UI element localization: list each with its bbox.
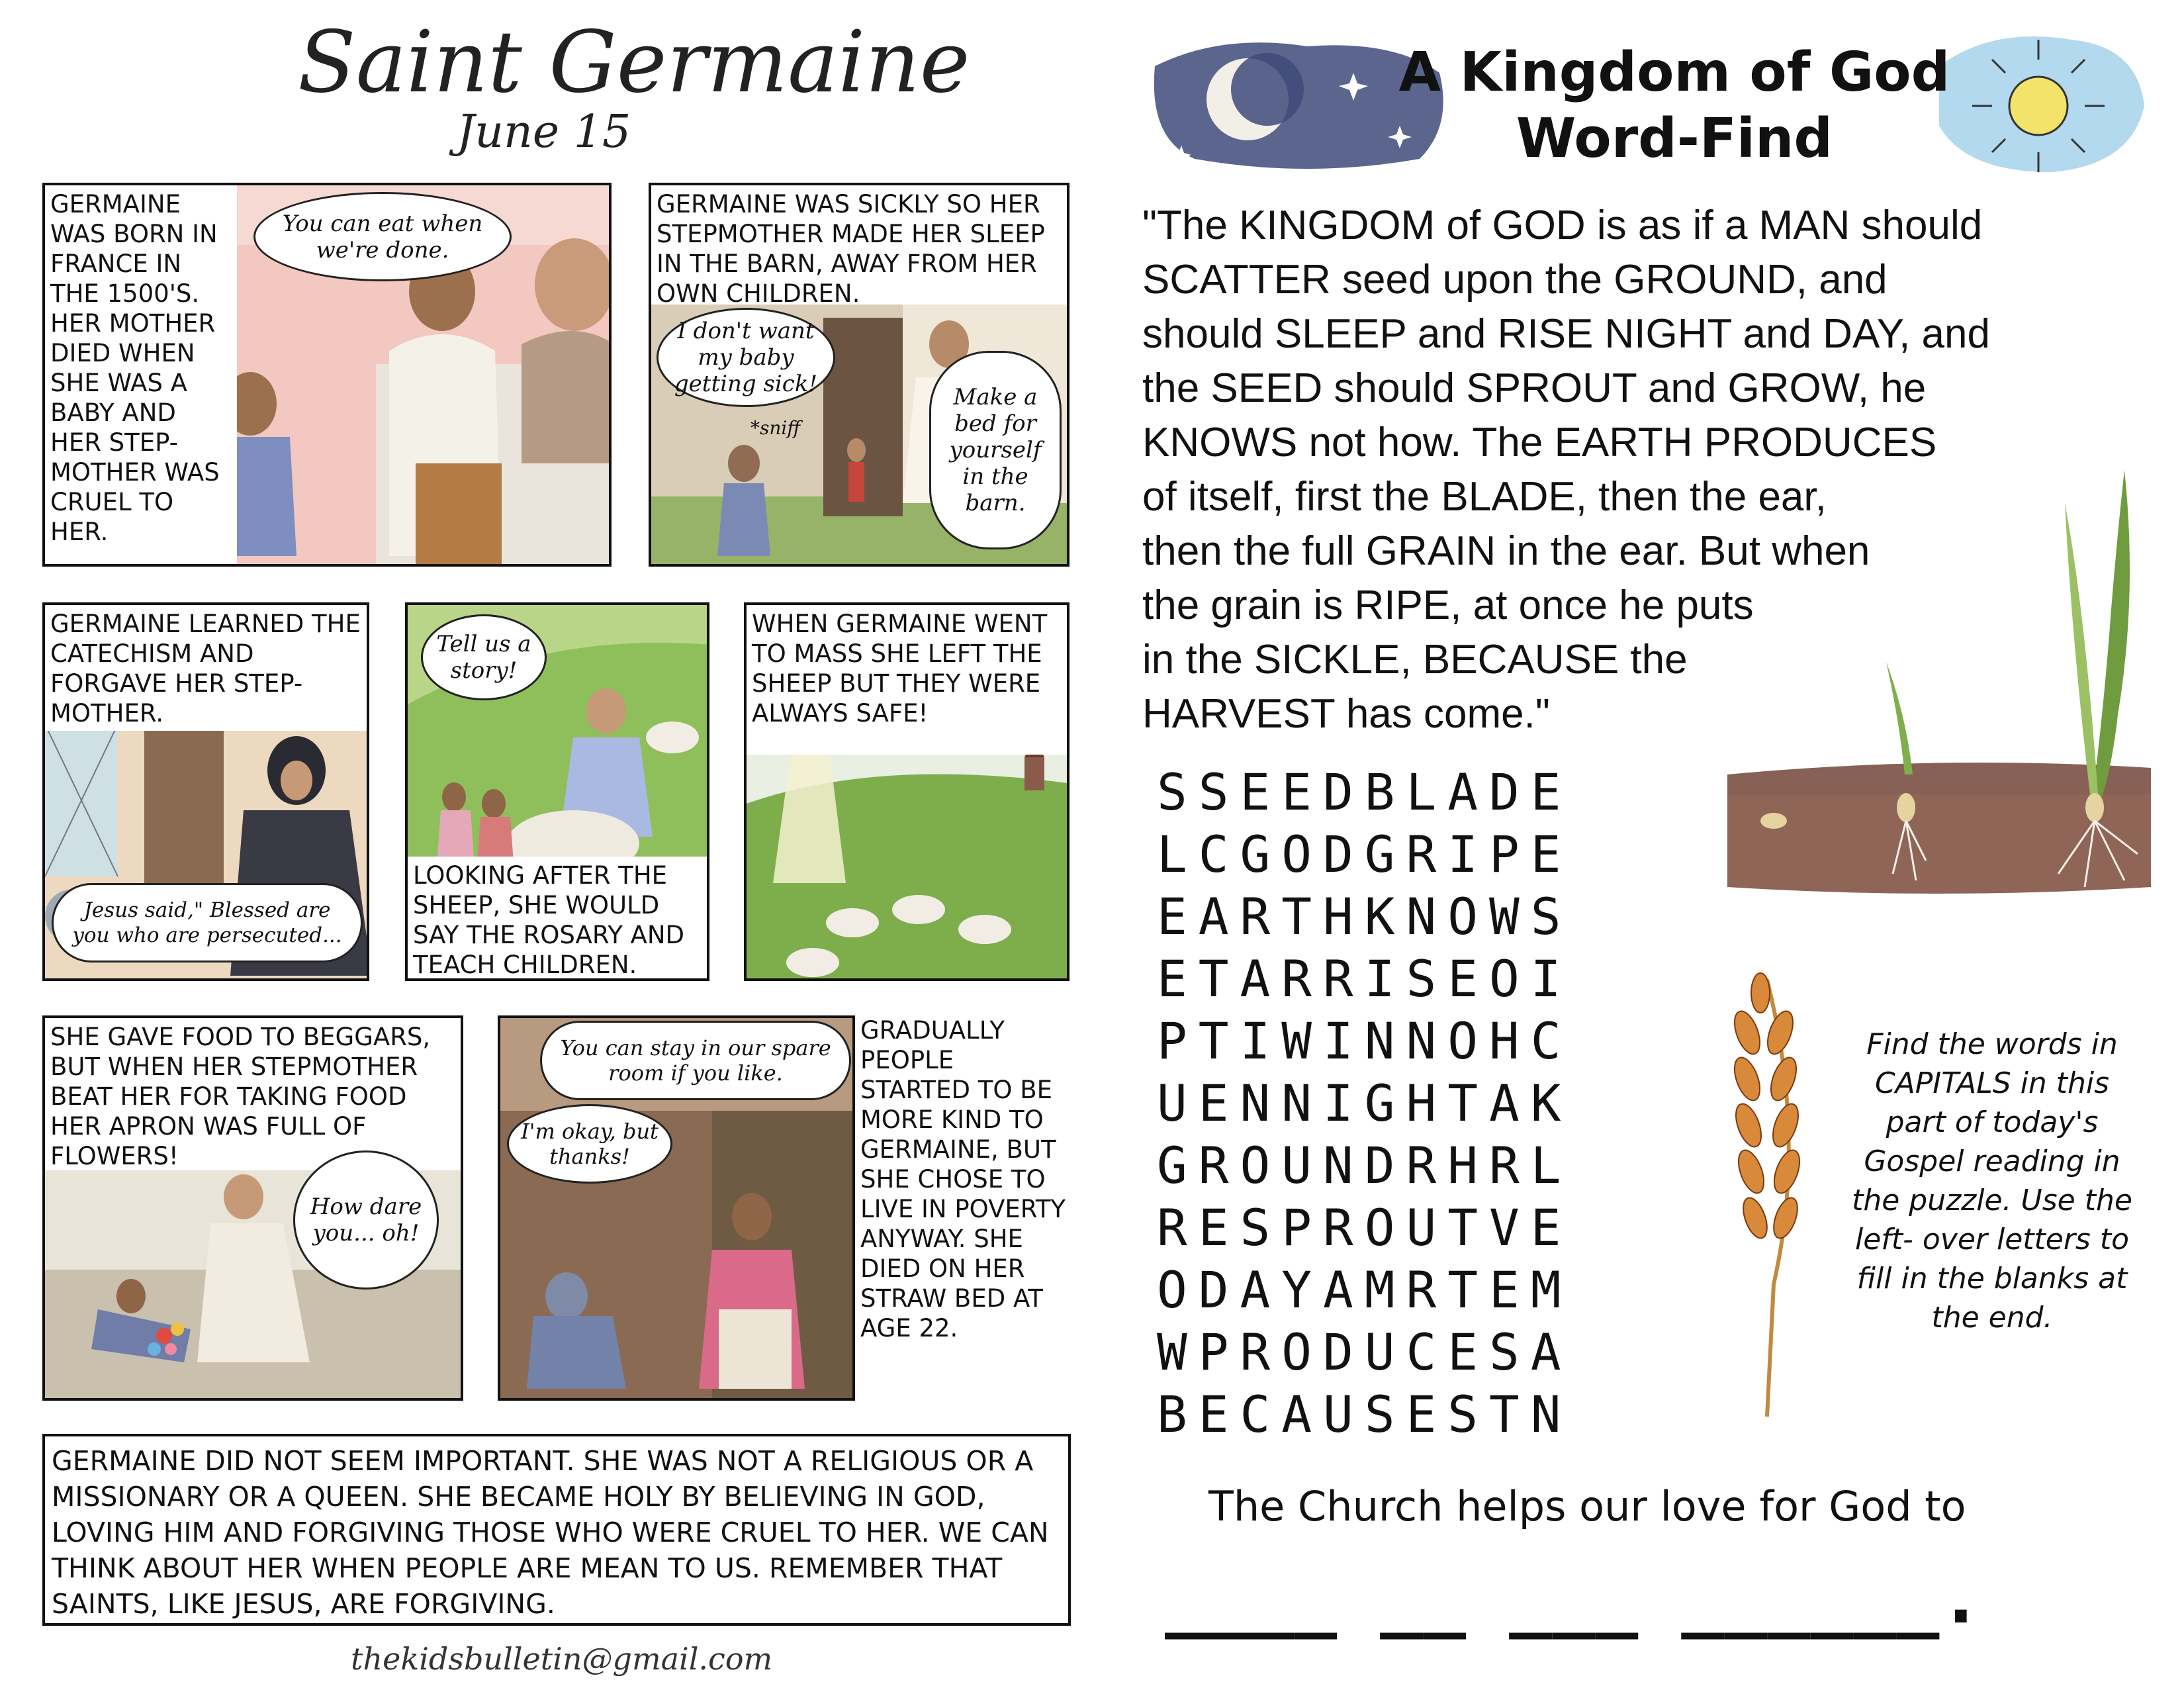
comic-panel-2 <box>649 183 1069 567</box>
quote-line: HARVEST has come." <box>1142 691 1550 737</box>
answer-blanks: ____ __ ___ ______. <box>1165 1557 1983 1640</box>
instructions: Find the words in CAPITALS in this part of today's Gospel reading in the puzzle. Use the left- over letters to fill in the blanks at the end. <box>1852 1027 2132 1335</box>
panel-2-caption: GERMAINE WAS SICKLY SO HER STEPMOTHER MADE HER SLEEP IN THE BARN, AWAY FROM HER OWN CHILDREN. <box>651 185 1067 305</box>
panel-7-speech-bubble-left: I'm okay, but thanks! <box>507 1104 672 1184</box>
comic-panel-3 <box>42 602 369 981</box>
quote-line: in the SICKLE, BECAUSE the <box>1142 637 1688 682</box>
grid-row: LCGODGRIPE <box>1157 825 1572 884</box>
comic-panel-5 <box>744 602 1069 981</box>
panel-7-speech-bubble-top: You can stay in our spare room if you like. <box>540 1021 851 1100</box>
grid-row: EARTHKNOWS <box>1157 887 1572 946</box>
panel-3-caption: GERMAINE LEARNED THE CATECHISM AND FORGAVE HER STEP- MOTHER. <box>45 605 367 731</box>
panel-2-speech-bubble-right: Make a bed for yourself in the barn. <box>929 351 1062 549</box>
grid-row: BECAUSESTN <box>1157 1385 1572 1444</box>
grid-row: PTIWINNOHC <box>1157 1011 1572 1070</box>
panel-2-sniff: *sniff <box>751 417 801 439</box>
grid-row: ODAYAMRTEM <box>1157 1260 1572 1319</box>
feast-date: June 15 <box>457 106 631 158</box>
comic-panel-6 <box>42 1015 463 1401</box>
grid-row: WPRODUCESA <box>1157 1323 1572 1382</box>
panel-1-caption: GERMAINE WAS BORN IN FRANCE IN THE 1500'S. HER MOTHER DIED WHEN SHE WAS A BABY AND HER STEP- MOTHER WAS CRUEL TO HER. <box>45 185 237 564</box>
quote-line: KNOWS not how. The EARTH PRODUCES <box>1142 420 1937 465</box>
word-find-title-line-2: Word-Find <box>1516 107 1833 170</box>
quote-line: of itself, first the BLADE, then the ear, <box>1142 474 1827 520</box>
sun-icon <box>2009 77 2068 135</box>
quote-line: the SEED should SPROUT and GROW, he <box>1142 365 1927 411</box>
comic-panel-1 <box>42 183 612 567</box>
grid-row: RESPROUTVE <box>1157 1198 1572 1257</box>
panel-1-speech-bubble: You can eat when we're done. <box>253 192 512 281</box>
page-title: Saint Germaine <box>298 13 970 112</box>
panel-2-speech-bubble-left: I don't want my baby getting sick! <box>657 308 835 407</box>
word-search-grid <box>1157 761 1572 1446</box>
grid-row: GROUNDRHRL <box>1157 1136 1572 1195</box>
quote-line: then the full GRAIN in the ear. But when <box>1142 528 1870 574</box>
summary-box: GERMAINE DID NOT SEEM IMPORTANT. SHE WAS NOT A RELIGIOUS OR A MISSIONARY OR A QUEEN. SHE BECAME HOLY BY BELIEVING IN GOD, LOVING HIM AND FORGIVING THOSE WHO WERE CRUEL TO HER. WE CAN THINK ABOUT HER WHEN PEOPLE ARE MEAN TO US. REMEMBER THAT SAINTS, LIKE JESUS, ARE FORGIVING. <box>42 1434 1071 1626</box>
closing-sentence: The Church helps our love for God to <box>1208 1482 1966 1530</box>
sprouting-seeds-illustration <box>1727 463 2151 900</box>
panel-6-speech-bubble: How dare you... oh! <box>293 1150 439 1289</box>
comic-panel-7 <box>498 1015 855 1401</box>
grid-row: ETARRISEOI <box>1157 949 1572 1008</box>
panel-6-caption: SHE GAVE FOOD TO BEGGARS, BUT WHEN HER STEPMOTHER BEAT HER FOR TAKING FOOD HER APRON WAS FULL OF FLOWERS! <box>45 1018 461 1170</box>
comic-panel-4 <box>405 602 709 981</box>
quote-line: the grain is RIPE, at once he puts <box>1142 583 1754 628</box>
panel-3-speech-bubble: Jesus said," Blessed are you who are persecuted... <box>52 883 363 962</box>
panel-4-speech-bubble: Tell us a story! <box>421 614 547 700</box>
wheat-illustration <box>1707 940 1827 1417</box>
panel-5-caption: WHEN GERMAINE WENT TO MASS SHE LEFT THE SHEEP BUT THEY WERE ALWAYS SAFE! <box>747 605 1067 755</box>
word-find-title-line-1: A Kingdom of God <box>1398 41 1950 104</box>
quote-line: SCATTER seed upon the GROUND, and <box>1142 257 1888 303</box>
panel-4-caption: LOOKING AFTER THE SHEEP, SHE WOULD SAY THE ROSARY AND TEACH CHILDREN. <box>408 857 707 978</box>
panel-8-caption: GRADUALLY PEOPLE STARTED TO BE MORE KIND TO GERMAINE, BUT SHE CHOSE TO LIVE IN POVERTY ANYWAY. SHE DIED ON HER STRAW BED AT AGE 22. <box>860 1016 1066 1342</box>
contact-email: thekidsbulletin@gmail.com <box>351 1641 773 1677</box>
quote-line: "The KINGDOM of GOD is as if a MAN should <box>1142 203 1983 248</box>
grid-row: UENNIGHTAK <box>1157 1074 1572 1133</box>
word-find-title <box>1363 40 1985 172</box>
quote-line: should SLEEP and RISE NIGHT and DAY, and <box>1142 311 1990 357</box>
grid-row: SSEEDBLADE <box>1157 763 1572 821</box>
